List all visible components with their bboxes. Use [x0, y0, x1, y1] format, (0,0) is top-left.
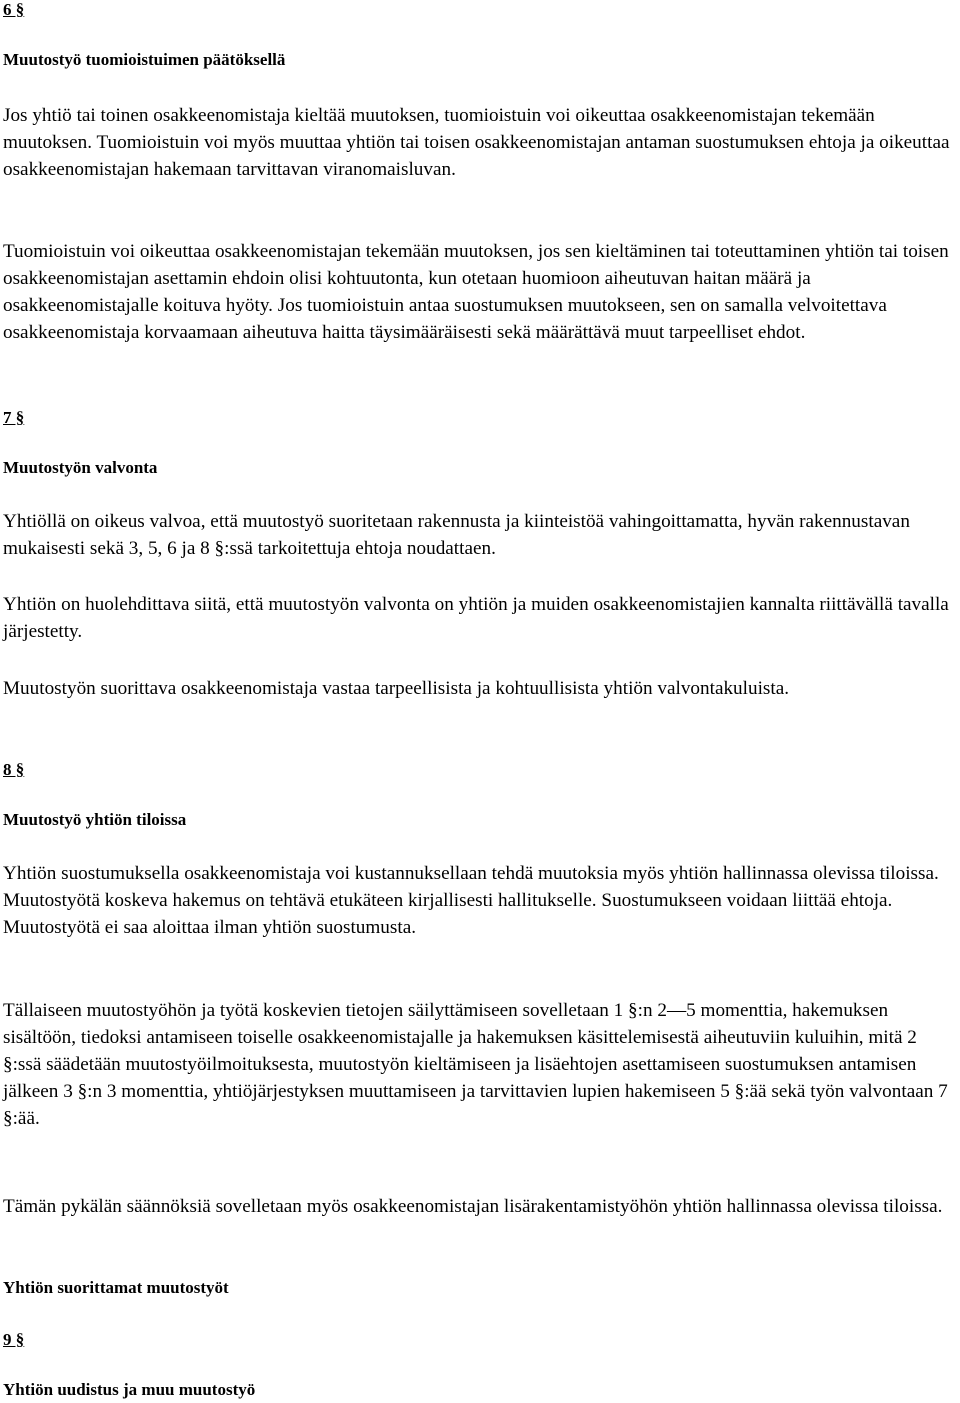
section-heading-6: Muutostyö tuomioistuimen päätöksellä — [3, 50, 286, 69]
chapter-heading: Yhtiön suorittamat muutostyöt — [3, 1278, 229, 1297]
paragraph-7-2: Yhtiön on huolehdittava siitä, että muutostyön valvonta on yhtiön ja muiden osakkeenomistajien kannalta riittävällä tavalla järjestetty. — [3, 594, 949, 642]
section-number-9: 9 § — [3, 1330, 25, 1349]
paragraph-7-3: Muutostyön suorittava osakkeenomistaja vastaa tarpeellisista ja kohtuullisista yhtiön valvontakuluista. — [3, 678, 790, 699]
section-number-6: 6 § — [3, 0, 25, 19]
paragraph-6-2: Tuomioistuin voi oikeuttaa osakkeenomistajan tekemään muutoksen, jos sen kieltäminen tai toteuttaminen yhtiön tai toisen osakkeenomistajan asettamin ehdoin olisi kohtuutonta, kun otetaan huomioon aiheutuvan haitan määrä ja osakkeenomistajalle koituva hyöty. Jos tuomioistuin antaa suostumuksen muutokseen, sen on samalla velvoitettava osakkeenomistaja korvaamaan aiheutuva haitta täysimääräisesti sekä määrättävä muut tarpeelliset ehdot. — [3, 241, 949, 343]
paragraph-6-1: Jos yhtiö tai toinen osakkeenomistaja kieltää muutoksen, tuomioistuin voi oikeuttaa osakkeenomistajan tekemään muutoksen. Tuomioistuin voi myös muuttaa yhtiön tai toisen osakkeenomistajan antaman suostumuksen ehtoja ja oikeuttaa osakkeenomistajan hakemaan tarvittavan viranomaisluvan. — [3, 105, 950, 180]
paragraph-7-1: Yhtiöllä on oikeus valvoa, että muutostyö suoritetaan rakennusta ja kiinteistöä vahingoittamatta, hyvän rakennustavan mukaisesti sekä 3, 5, 6 ja 8 §:ssä tarkoitettuja ehtoja noudattaen. — [3, 511, 910, 559]
paragraph-8-2: Tällaiseen muutostyöhön ja työtä koskevien tietojen säilyttämiseen sovelletaan 1 §:n 2—5 momenttia, hakemuksen sisältöön, tiedoksi antamiseen toiselle osakkeenomistajalle ja hakemuksen käsittelemisestä aiheutuviin kuluihin, mitä 2 §:ssä säädetään muutostyöilmoituksesta, muutostyön kieltämiseen ja lisäehtojen asettamiseen suostumuksen antamisen jälkeen 3 §:n 3 momenttia, yhtiöjärjestyksen muuttamiseen ja tarvittavien lupien hakemiseen 5 §:ää sekä työn valvontaan 7 §:ää. — [3, 1000, 948, 1129]
section-number-8: 8 § — [3, 760, 25, 779]
section-heading-8: Muutostyö yhtiön tiloissa — [3, 810, 187, 829]
section-heading-9: Yhtiön uudistus ja muu muutostyö — [3, 1380, 256, 1399]
paragraph-8-1: Yhtiön suostumuksella osakkeenomistaja voi kustannuksellaan tehdä muutoksia myös yhtiön hallinnassa olevissa tiloissa. Muutostyötä koskeva hakemus on tehtävä etukäteen kirjallisesti hallitukselle. Suostumukseen voidaan liittää ehtoja. Muutostyötä ei saa aloittaa ilman yhtiön suostumusta. — [3, 863, 939, 938]
section-number-7: 7 § — [3, 408, 25, 427]
section-heading-7: Muutostyön valvonta — [3, 458, 158, 477]
paragraph-8-3: Tämän pykälän säännöksiä sovelletaan myös osakkeenomistajan lisärakentamistyöhön yhtiön hallinnassa olevissa tiloissa. — [3, 1196, 943, 1217]
